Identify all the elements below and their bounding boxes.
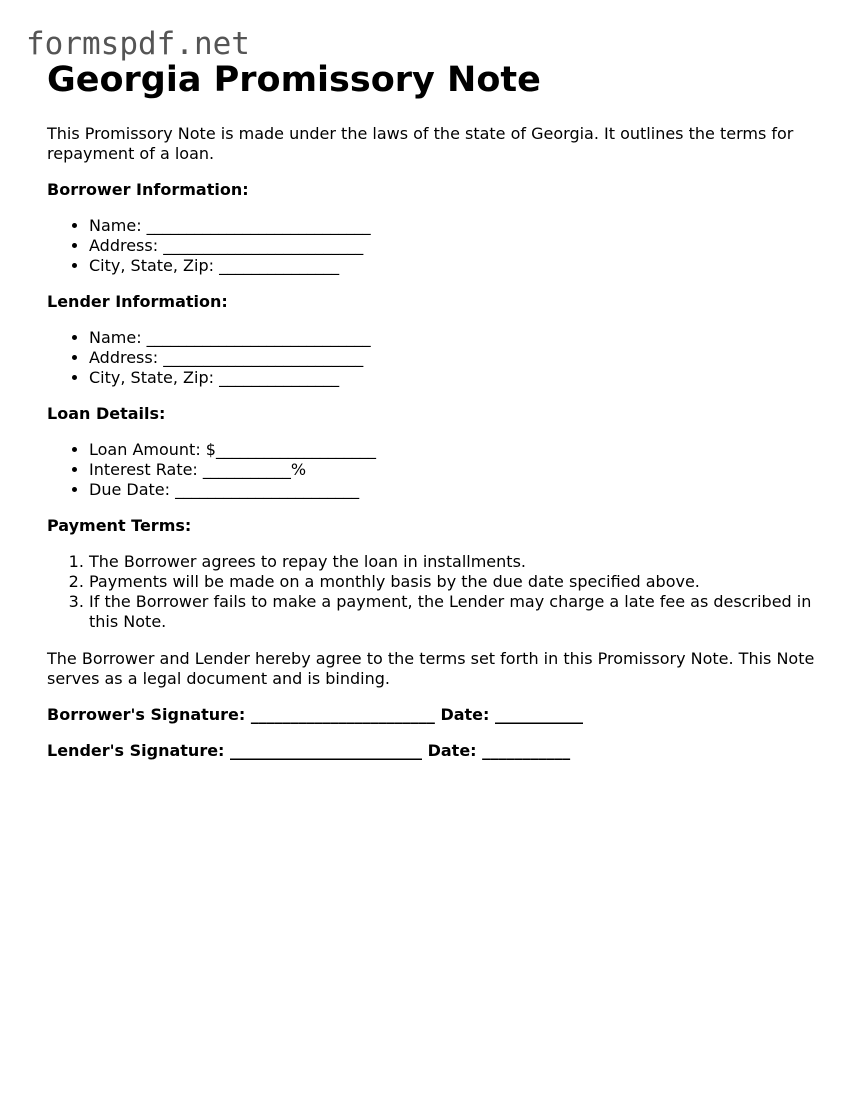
loan-details-heading: Loan Details:: [47, 404, 166, 423]
borrower-city-state-zip-field: • City, State, Zip: _______________: [89, 256, 817, 276]
borrower-list: [47, 216, 817, 276]
payment-term-item: 3. If the Borrower fails to make a payment, the Lender may charge a late fee as described in this Note.: [89, 592, 817, 632]
loan-amount-field: • Loan Amount: $____________________: [89, 440, 817, 460]
loan-details-list: [47, 440, 817, 500]
watermark-logo: formspdf.net: [26, 26, 250, 62]
closing-paragraph: The Borrower and Lender hereby agree to the terms set forth in this Promissory Note. This Note serves as a legal document and is binding.: [47, 649, 815, 688]
borrower-address-field: • Address: _________________________: [89, 236, 817, 256]
document: [47, 58, 817, 761]
intro-paragraph: This Promissory Note is made under the laws of the state of Georgia. It outlines the terms for repayment of a loan.: [47, 124, 794, 163]
lender-signature-line: Lender's Signature: ________________________ Date: ___________: [47, 741, 571, 760]
lender-address-field: • Address: _________________________: [89, 348, 817, 368]
payment-terms-heading: Payment Terms:: [47, 516, 192, 535]
lender-name-field: • Name: ____________________________: [89, 328, 817, 348]
interest-rate-field: • Interest Rate: ___________%: [89, 460, 817, 480]
page-title: Georgia Promissory Note: [47, 60, 541, 100]
borrower-heading: Borrower Information:: [47, 180, 249, 199]
payment-terms-list: [47, 552, 817, 632]
lender-list: [47, 328, 817, 388]
payment-term-item: 2. Payments will be made on a monthly basis by the due date specified above.: [89, 572, 817, 592]
payment-term-item: 1. The Borrower agrees to repay the loan in installments.: [89, 552, 817, 572]
borrower-signature-line: Borrower's Signature: _______________________ Date: ___________: [47, 705, 583, 724]
due-date-field: • Due Date: _______________________: [89, 480, 817, 500]
lender-heading: Lender Information:: [47, 292, 228, 311]
borrower-name-field: • Name: ____________________________: [89, 216, 817, 236]
lender-city-state-zip-field: • City, State, Zip: _______________: [89, 368, 817, 388]
